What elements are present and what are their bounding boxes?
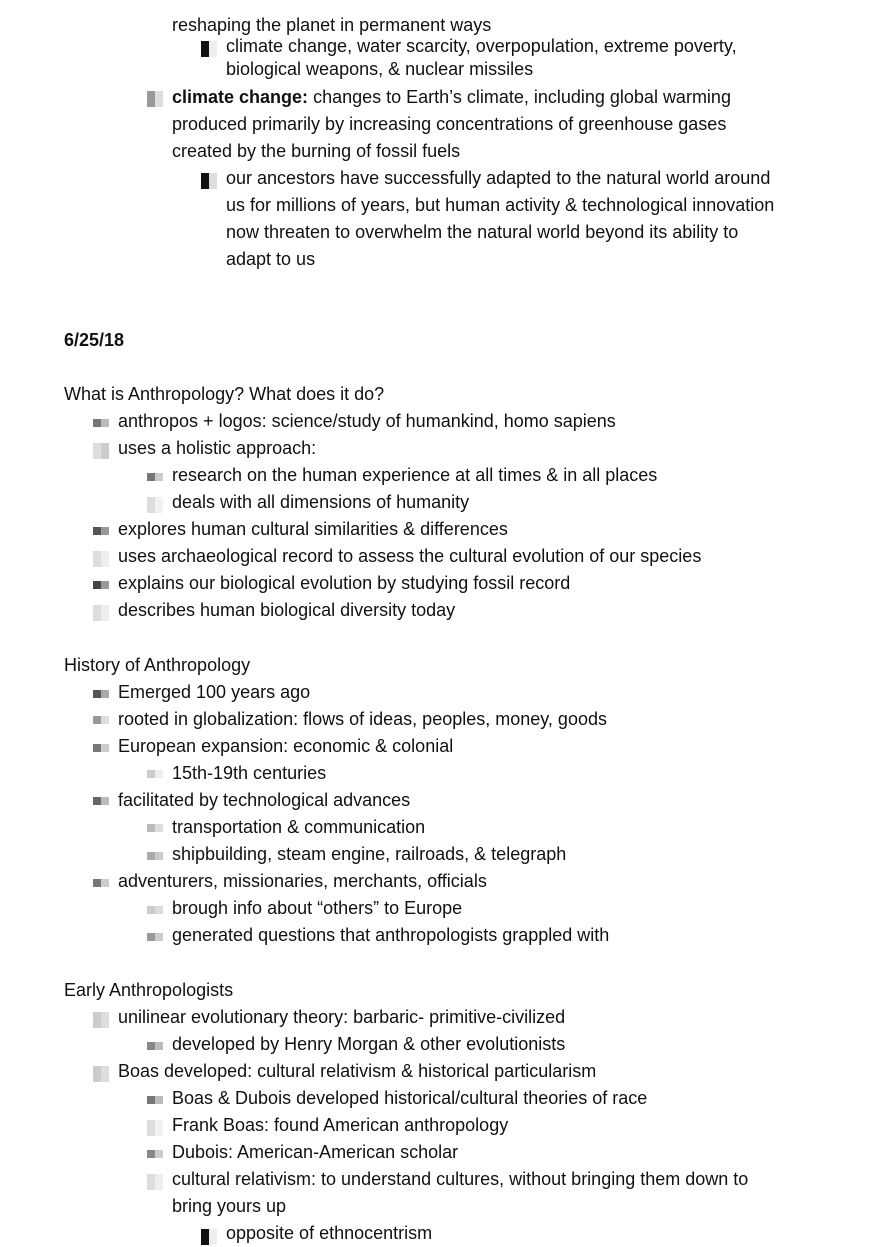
continuation-text: reshaping the planet in permanent ways	[172, 15, 492, 35]
bullet-icon	[147, 770, 163, 778]
bullet-icon	[147, 473, 163, 481]
bullet-icon	[147, 497, 163, 513]
climate-definition-line1	[172, 84, 731, 111]
bullet-icon	[147, 91, 163, 107]
list-item: explains our biological evolution by studying fossil record	[118, 573, 571, 593]
list-item: Emerged 100 years ago	[118, 682, 311, 702]
list-item: developed by Henry Morgan & other evolutionists	[172, 1034, 566, 1054]
climate-term: climate change:	[172, 87, 309, 107]
list-item: generated questions that anthropologists grappled with	[172, 925, 610, 945]
list-item: brough info about “others” to Europe	[172, 898, 463, 918]
list-item: research on the human experience at all times & in all places	[172, 465, 658, 485]
bullet-icon	[93, 690, 109, 698]
bullet-icon	[201, 173, 217, 189]
list-item: Dubois: American-American scholar	[172, 1142, 459, 1162]
bullet-icon	[147, 1042, 163, 1050]
bullet-icon	[147, 824, 163, 832]
bullet-icon	[93, 551, 109, 567]
section-heading-history: History of Anthropology	[64, 655, 251, 675]
list-item: describes human biological diversity today	[118, 600, 456, 620]
list-item: uses archaeological record to assess the cultural evolution of our species	[118, 546, 702, 566]
list-item: transportation & communication	[172, 817, 426, 837]
bullet-icon	[147, 1150, 163, 1158]
list-item: 15th-19th centuries	[172, 763, 327, 783]
list-item: cultural relativism: to understand cultures, without bringing them down to	[172, 1169, 749, 1189]
bullet-icon	[147, 933, 163, 941]
bullet-icon	[93, 443, 109, 459]
threats-text-line2: biological weapons, & nuclear missiles	[226, 59, 534, 79]
section-heading-what-is: What is Anthropology? What does it do?	[64, 384, 385, 404]
bullet-icon	[147, 1096, 163, 1104]
climate-definition-text: changes to Earth’s climate, including global warming	[313, 87, 731, 107]
bullet-icon	[147, 852, 163, 860]
bullet-icon	[93, 716, 109, 724]
list-item: unilinear evolutionary theory: barbaric- primitive-civilized	[118, 1007, 566, 1027]
list-item: shipbuilding, steam engine, railroads, & telegraph	[172, 844, 567, 864]
climate-definition-line3: created by the burning of fossil fuels	[172, 141, 461, 161]
list-item: rooted in globalization: flows of ideas, peoples, money, goods	[118, 709, 607, 729]
threats-text-line1: climate change, water scarcity, overpopulation, extreme poverty,	[226, 36, 737, 56]
list-item: Frank Boas: found American anthropology	[172, 1115, 509, 1135]
list-item: uses a holistic approach:	[118, 438, 317, 458]
date-heading: 6/25/18	[64, 330, 125, 350]
list-item: adventurers, missionaries, merchants, officials	[118, 871, 487, 891]
bullet-icon	[147, 1120, 163, 1136]
bullet-icon	[147, 906, 163, 914]
list-item-continuation: bring yours up	[172, 1196, 287, 1216]
list-item: European expansion: economic & colonial	[118, 736, 454, 756]
list-item: deals with all dimensions of humanity	[172, 492, 470, 512]
list-item: facilitated by technological advances	[118, 790, 411, 810]
bullet-icon	[93, 744, 109, 752]
section-heading-early: Early Anthropologists	[64, 980, 234, 1000]
bullet-icon	[93, 797, 109, 805]
bullet-icon	[201, 1229, 217, 1245]
bullet-icon	[93, 527, 109, 535]
bullet-icon	[147, 1174, 163, 1190]
list-item: anthropos + logos: science/study of humankind, homo sapiens	[118, 411, 616, 431]
ancestors-text-line2: us for millions of years, but human activity & technological innovation	[226, 195, 775, 215]
list-item: Boas & Dubois developed historical/cultural theories of race	[172, 1088, 648, 1108]
bullet-icon	[93, 581, 109, 589]
climate-definition-line2: produced primarily by increasing concentrations of greenhouse gases	[172, 114, 727, 134]
list-item: Boas developed: cultural relativism & historical particularism	[118, 1061, 597, 1081]
bullet-icon	[93, 419, 109, 427]
ancestors-text-line3: now threaten to overwhelm the natural world beyond its ability to	[226, 222, 739, 242]
bullet-icon	[93, 879, 109, 887]
bullet-icon	[93, 605, 109, 621]
bullet-icon	[93, 1012, 109, 1028]
bullet-icon	[201, 41, 217, 57]
list-item: opposite of ethnocentrism	[226, 1223, 433, 1243]
ancestors-text-line1: our ancestors have successfully adapted to the natural world around	[226, 168, 771, 188]
bullet-icon	[93, 1066, 109, 1082]
list-item: explores human cultural similarities & differences	[118, 519, 508, 539]
ancestors-text-line4: adapt to us	[226, 249, 316, 269]
